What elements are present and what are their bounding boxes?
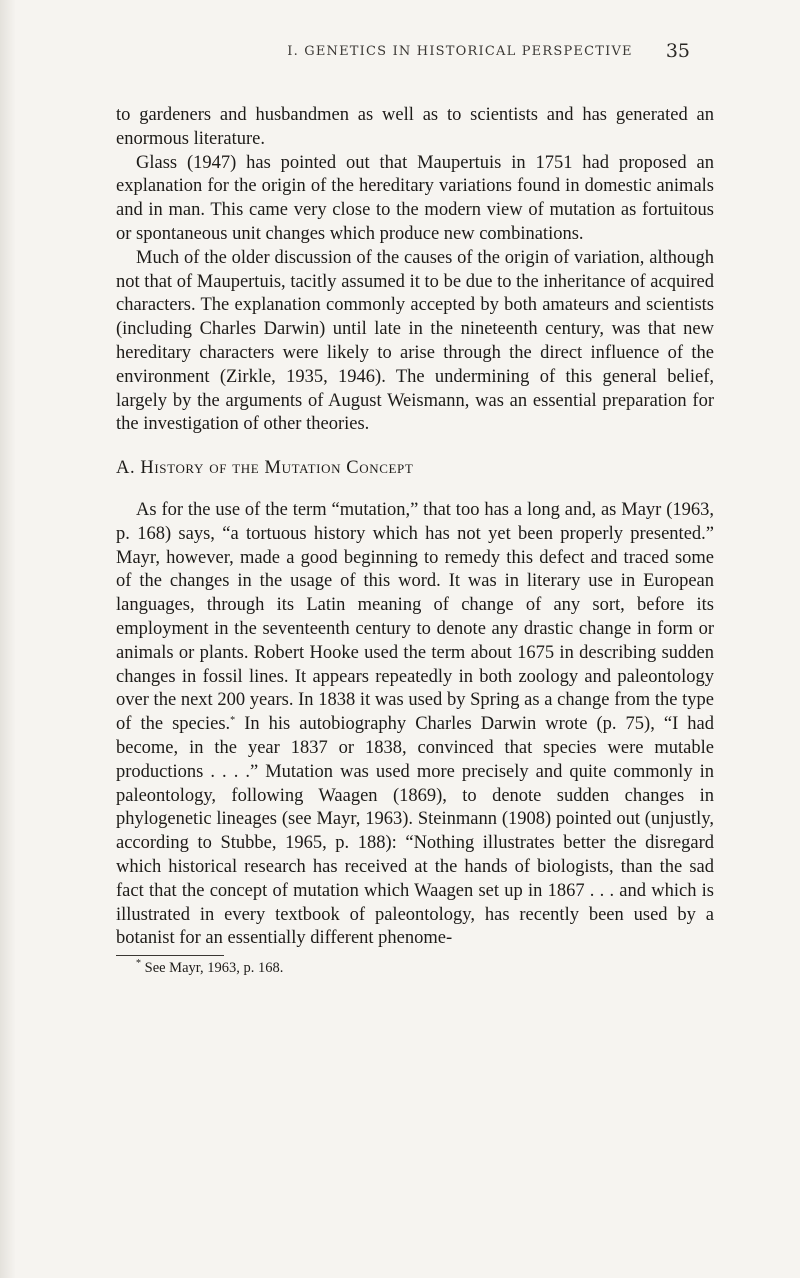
- running-head: I. GENETICS IN HISTORICAL PERSPECTIVE: [287, 44, 633, 59]
- body-text: [116, 104, 714, 978]
- paragraph-older-discussion: Much of the older discussion of the causes of the origin of variation, although not that of Maupertuis, tacitly assumed it to be due to the inheritance of acquired characters. The explanation commonly accepted by both amateurs and scientists (including Charles Darwin) until late in the nineteenth century, was that new hereditary characters were likely to arise through the direct influence of the environment (Zirkle, 1935, 1946). The undermining of this general belief, largely by the arguments of August Weismann, was an essential preparation for the investigation of other theories.: [116, 247, 714, 435]
- footnote: [116, 958, 714, 978]
- footnote-divider: [116, 955, 224, 956]
- section-heading: [116, 457, 714, 481]
- footnote-ref-marker: *: [136, 958, 141, 970]
- section-title: History of the Mutation Concept: [140, 458, 414, 479]
- paragraph-text-part-1: As for the use of the term “mutation,” that too has a long and, as Mayr (1963, p. 168) says, “a tortuous history which has not yet been properly presented.” Mayr, however, made a good beginning to remedy this defect and traced some of the changes in the usage of this word. It was in literary use in European languages, through its Latin meaning of change of any sort, before its employment in the seventeenth century to denote any drastic change in form or animals or plants. Robert Hooke used the term about 1675 in describing sudden changes in fossil lines. It appears repeatedly in both zoology and paleontology over the next 200 years. In 1838 it was used by Spring as a change from the type of the species.: [116, 499, 714, 735]
- footnote-marker: *: [230, 715, 236, 727]
- page-gutter-shadow: [0, 0, 16, 1278]
- paragraph-glass: Glass (1947) has pointed out that Maupertuis in 1751 had proposed an explanation for the origin of the hereditary variations found in domestic animals and in man. This came very close to the modern view of mutation as fortuitous or spontaneous unit changes which produce new combinations.: [116, 152, 714, 244]
- paragraph-text-part-2: In his autobiography Charles Darwin wrote (p. 75), “I had become, in the year 1837 or 1838, convinced that species were mutable productions . . . .” Mutation was used more precisely and quite commonly in paleontology, following Waagen (1869), to denote sudden changes in phylogenetic lineages (see Mayr, 1963). Steinmann (1908) pointed out (unjustly, according to Stubbe, 1965, p. 188): “Nothing illustrates better the disregard which historical research has received at the hands of biologists, than the sad fact that the concept of mutation which Waagen set up in 1867 . . . and which is illustrated in every textbook of paleontology, has recently been used by a botanist for an essentially different phenome-: [116, 714, 714, 949]
- section-letter: A.: [116, 458, 136, 479]
- footnote-text: See Mayr, 1963, p. 168.: [141, 960, 284, 977]
- paragraph-continuation: to gardeners and husbandmen as well as to scientists and has generated an enormous literature.: [116, 105, 714, 149]
- paragraph-mutation-term: [116, 499, 714, 951]
- page-number: 35: [665, 40, 690, 62]
